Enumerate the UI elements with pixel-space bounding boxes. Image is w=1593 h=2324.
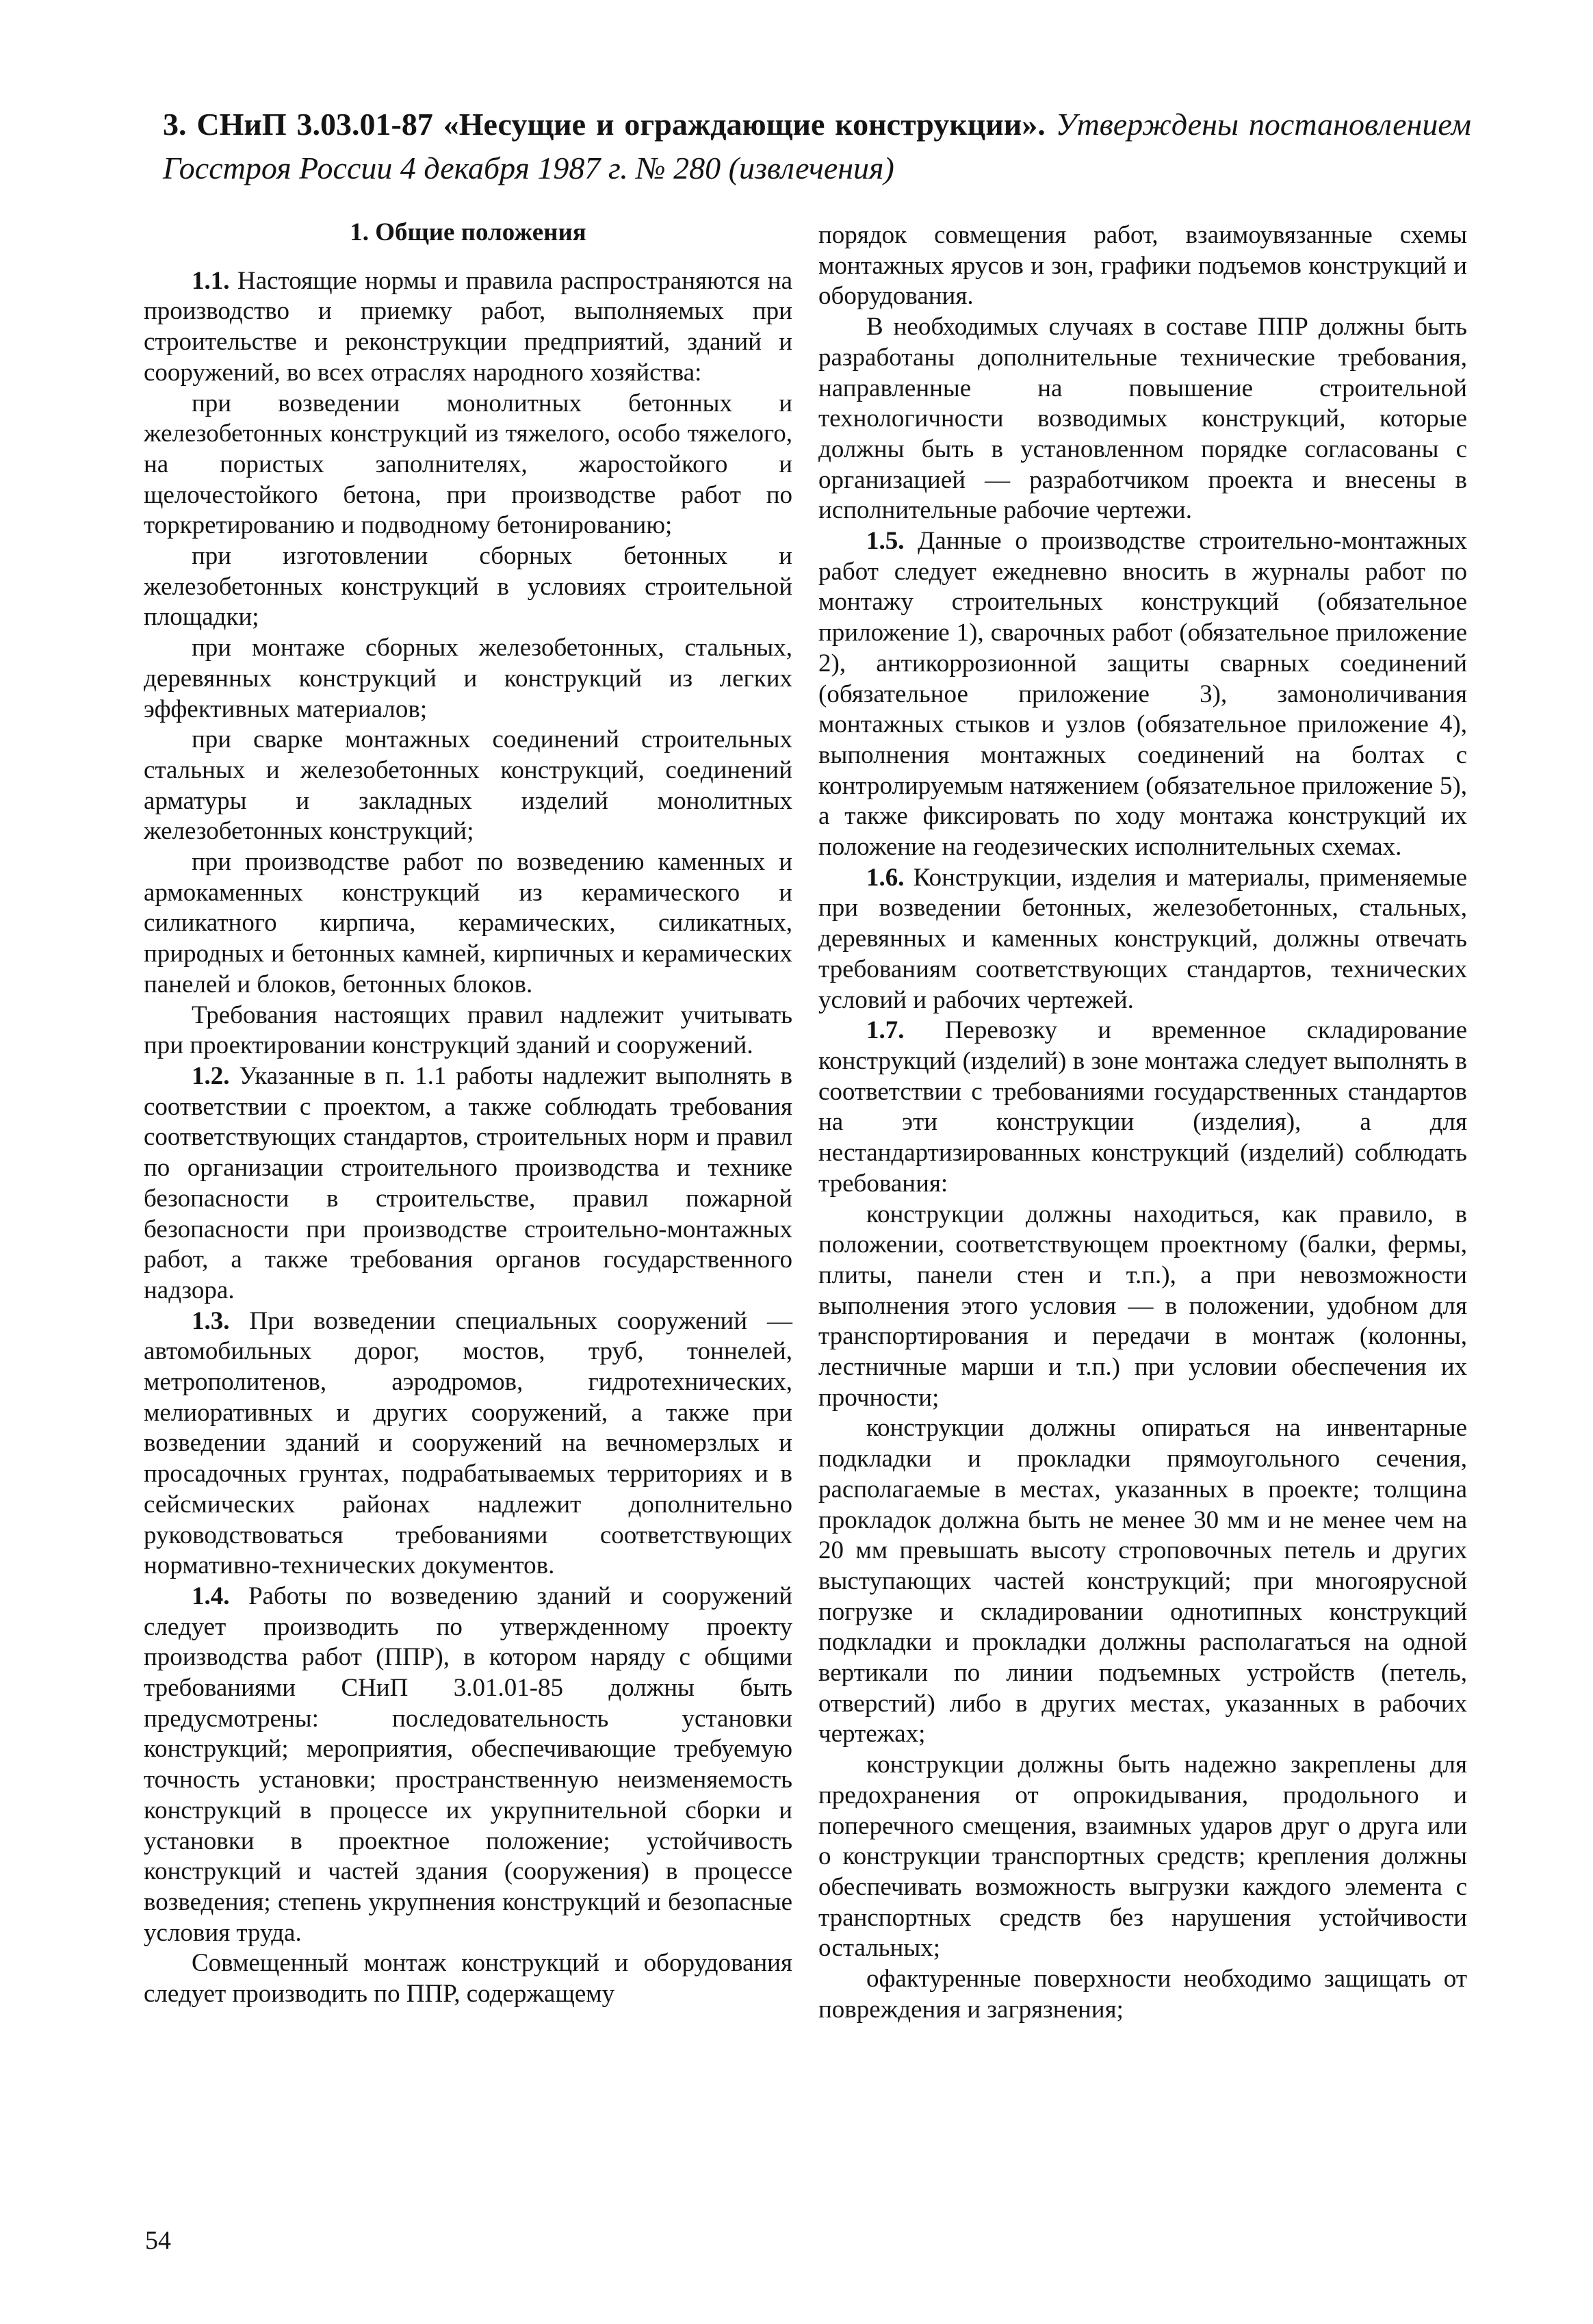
paragraph-text: при производстве работ по возведению каменных и армокаменных конструкций из керамического и силикатного кирпича, керамических, силикатных, природных и бетонных камней, кирпичных и керамических панелей и блоков, бетонных блоков. bbox=[144, 848, 792, 998]
paragraph bbox=[818, 1413, 1467, 1750]
right-paragraphs bbox=[818, 220, 1467, 2025]
left-column bbox=[144, 218, 792, 2010]
approval-note: Утверждены постановлением Госстроя России 4 декабря 1987 г. № 280 (извлечения) bbox=[163, 107, 1471, 185]
paragraph-text: при монтаже сборных железобетонных, стальных, деревянных конструкций и конструкций из легких эффективных материалов; bbox=[144, 634, 792, 723]
paragraph bbox=[818, 1750, 1467, 1964]
paragraph bbox=[144, 725, 792, 847]
paragraph bbox=[144, 1061, 792, 1306]
page-number: 54 bbox=[145, 2226, 171, 2255]
paragraph-text: Требования настоящих правил надлежит учитывать при проектировании конструкций зданий и сооружений. bbox=[144, 1000, 792, 1060]
paragraph bbox=[818, 863, 1467, 1016]
paragraph bbox=[818, 312, 1467, 526]
paragraph bbox=[818, 1964, 1467, 2025]
paragraph bbox=[144, 633, 792, 725]
right-column bbox=[818, 220, 1467, 2025]
paragraph-text: конструкции должны быть надежно закреплены для предохранения от опрокидывания, продольного и поперечного смещения, взаимных ударов друг о друга или о конструкции транспортных средств; крепления должны обеспечивать возможность выгрузки каждого элемента с транспортных средств без нарушения устойчивости остальных; bbox=[818, 1751, 1467, 1963]
document-title: 3. СНиП 3.03.01-87 «Несущие и ограждающие конструкции». bbox=[163, 107, 1046, 142]
clause-number: 1.4. bbox=[192, 1581, 230, 1610]
left-paragraphs bbox=[144, 266, 792, 2010]
clause-number: 1.7. bbox=[866, 1016, 905, 1045]
paragraph bbox=[144, 1000, 792, 1061]
paragraph bbox=[818, 1016, 1467, 1199]
paragraph-text: порядок совмещения работ, взаимоувязанные схемы монтажных ярусов и зон, графики подъемов конструкций и оборудования. bbox=[818, 221, 1467, 311]
paragraph bbox=[144, 847, 792, 1000]
paragraph-text: Настоящие нормы и правила распространяются на производство и приемку работ, выполняемых при строительстве и реконструкции предприятий, зданий и сооружений, во всех отраслях народного хозяйства: bbox=[144, 266, 793, 387]
document-header bbox=[163, 103, 1471, 190]
section-title: 1. Общие положения bbox=[350, 218, 586, 246]
paragraph bbox=[144, 1948, 792, 2009]
paragraph-text: при возведении монолитных бетонных и железобетонных конструкций из тяжелого, особо тяжелого, на пористых заполнителях, жаростойкого и щелочестойкого бетона, при производстве работ по торкретированию и подводному бетонированию; bbox=[144, 389, 792, 540]
paragraph bbox=[144, 1581, 792, 1948]
paragraph-text: Конструкции, изделия и материалы, применяемые при возведении бетонных, железобетонных, стальных, деревянных и каменных конструкций, должны отвечать требованиям соответствующих стандартов, технических условий и рабочих чертежей. bbox=[818, 863, 1467, 1014]
paragraph-text: Работы по возведению зданий и сооружений следует производить по утвержденному проекту производства работ (ППР), в котором наряду с общими требованиями СНиП 3.01.01-85 должны быть предусмотрены: последовательность установки конструкций; мероприятия, обеспечивающие требуемую точность установки; пространственную неизменяемость конструкций в процессе их укрупнительной сборки и установки в проектное положение; устойчивость конструкций и частей здания (сооружения) в процессе возведения; степень укрупнения конструкций и безопасные условия труда. bbox=[144, 1581, 792, 1947]
paragraph-text: при сварке монтажных соединений строительных стальных и железобетонных конструкций, соединений арматуры и закладных изделий монолитных железобетонных конструкций; bbox=[144, 725, 792, 846]
clause-number: 1.3. bbox=[192, 1306, 230, 1335]
clause-number: 1.5. bbox=[866, 527, 905, 556]
paragraph-text: при изготовлении сборных бетонных и железобетонных конструкций в условиях строительной площадки; bbox=[144, 542, 792, 632]
paragraph bbox=[818, 526, 1467, 863]
paragraph-text: конструкции должны находиться, как правило, в положении, соответствующем проектному (балки, фермы, плиты, панели стен и т.п.), а при невозможности выполнения этого условия — в положении, удобном для транспортирования и передачи в монтаж (колонны, лестничные марши и т.п.) при условии обеспечения их прочности; bbox=[818, 1200, 1467, 1412]
paragraph bbox=[818, 220, 1467, 312]
clause-number: 1.2. bbox=[192, 1061, 230, 1090]
paragraph-text: офактуренные поверхности необходимо защищать от повреждения и загрязнения; bbox=[818, 1965, 1467, 2024]
paragraph bbox=[144, 1306, 792, 1581]
paragraph-text: Данные о производстве строительно-монтажных работ следует ежедневно вносить в журналы работ по монтажу строительных конструкций (обязательное приложение 1), сварочных работ (обязательное приложение 2), антикоррозионной защиты сварных соединений (обязательное приложение 3), замоноличивания монтажных стыков и узлов (обязательное приложение 4), выполнения монтажных соединений на болтах с контролируемым натяжением (обязательное приложение 5), а также фиксировать по ходу монтажа конструкций их положение на геодезических исполнительных схемах. bbox=[818, 527, 1467, 862]
paragraph-text: конструкции должны опираться на инвентарные подкладки и прокладки прямоугольного сечения, располагаемые в местах, указанных в проекте; толщина прокладок должна быть не менее 30 мм и не менее чем на 20 мм превышать высоту строповочных петель и других выступающих частей конструкций; при многоярусной погрузке и складировании однотипных конструкций подкладки и прокладки должны располагаться на одной вертикали по линии подъемных устройств (петель, отверстий) либо в других местах, указанных в рабочих чертежах; bbox=[818, 1414, 1467, 1748]
paragraph-text: Перевозку и временное складирование конструкций (изделий) в зоне монтажа следует выполнять в соответствии с требованиями государственных стандартов на эти конструкции (изделия), а для нестандартизированных конструкций (изделий) соблюдать требования: bbox=[818, 1016, 1467, 1198]
paragraph-text: Совмещенный монтаж конструкций и оборудования следует производить по ППР, содержащему bbox=[144, 1949, 792, 2009]
clause-number: 1.1. bbox=[192, 266, 230, 295]
paragraph bbox=[144, 389, 792, 542]
paragraph bbox=[818, 1200, 1467, 1414]
paragraph bbox=[144, 266, 792, 389]
paragraph-text: В необходимых случаях в составе ППР должны быть разработаны дополнительные технические требования, направленные на повышение строительной технологичности возводимых конструкций, которые должны быть в установленном порядке согласованы с организацией — разработчиком проекта и внесены в исполнительные рабочие чертежи. bbox=[818, 313, 1467, 525]
paragraph-text: При возведении специальных сооружений — автомобильных дорог, мостов, труб, тоннелей, метрополитенов, аэродромов, гидротехнических, мелиоративных и других сооружений, а также при возведении зданий и сооружений на вечномерзлых и просадочных грунтах, подрабатываемых территориях и в сейсмических районах надлежит дополнительно руководствоваться требованиями соответствующих нормативно-технических документов. bbox=[144, 1306, 792, 1580]
paragraph-text: Указанные в п. 1.1 работы надлежит выполнять в соответствии с проектом, а также соблюдать требования соответствующих стандартов, строительных норм и правил по организации строительного производства и технике безопасности в строительстве, правил пожарной безопасности при производстве строительно-монтажных работ, а также требования органов государственного надзора. bbox=[144, 1061, 793, 1304]
paragraph bbox=[144, 541, 792, 633]
clause-number: 1.6. bbox=[866, 863, 905, 892]
